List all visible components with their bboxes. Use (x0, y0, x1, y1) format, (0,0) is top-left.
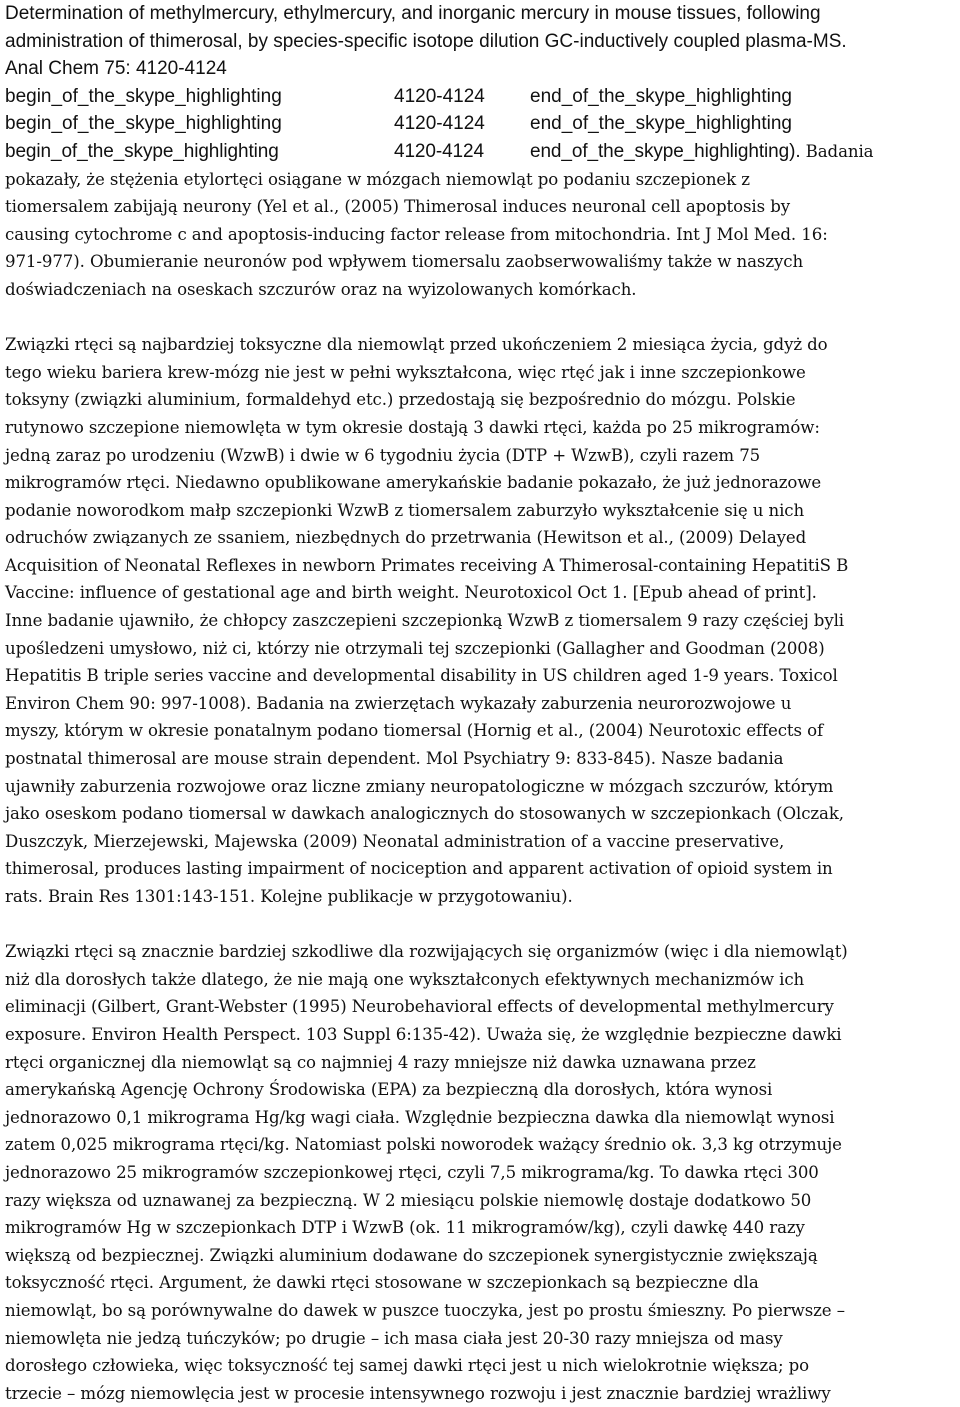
paragraph-line: causing cytochrome c and apoptosis-inducing factor release from mitochondria. Int J Mol Med. 16: (5, 224, 828, 244)
paragraph-line: odruchów związanych ze ssaniem, niezbędnych do przetrwania (Hewitson et al., (2009) Delayed (5, 528, 807, 548)
paragraph-line: Związki rtęci są najbardziej toksyczne dla niemowląt przed ukończeniem 2 miesiąca życia, gdyż do (5, 335, 828, 355)
paragraph-line: pokazały, że stężenia etylortęci osiągane w mózgach niemowląt po podaniu szczepionek z (5, 169, 750, 189)
paragraph-line: jako oseskom podano tiomersal w dawkach analogicznych do stosowanych w szczepionkach (Olczak, (5, 804, 844, 824)
skype-begin-marker: begin_of_the_skype_highlighting (5, 140, 279, 162)
skype-end-marker: end_of_the_skype_highlighting (530, 85, 792, 107)
paragraph-line: dorosłego człowieka, więc toksyczność tej samej dawki rtęci jest u nich wielokrotnie większa; po (5, 1356, 810, 1376)
skype-highlight-row (5, 83, 957, 111)
paragraph-line: podanie noworodkom małp szczepionki WzwB z tiomersalem zaburzyło wykształcenie się u nich (5, 500, 805, 520)
citation-line: administration of thimerosal, by species-specific isotope dilution GC-inductively coupled plasma-MS. (5, 30, 847, 52)
paragraph-line: rutynowo szczepione niemowlęta w tym okresie dostają 3 dawki rtęci, każda po 25 mikrogramów: (5, 417, 820, 437)
paragraph-line: niemowlęta nie jedzą tuńczyków; po drugie – ich masa ciała jest 20-30 razy mniejsza od masy (5, 1328, 783, 1348)
skype-end-marker: end_of_the_skype_highlighting (530, 113, 792, 135)
paragraph-line: mikrogramów Hg w szczepionkach DTP i WzwB (ok. 11 mikrogramów/kg), czyli dawkę 440 razy (5, 1218, 805, 1238)
paragraph-line: 971-977). Obumieranie neuronów pod wpływem tiomersalu zaobserwowaliśmy także w naszych (5, 252, 804, 272)
paragraph-line: rats. Brain Res 1301:143-151. Kolejne publikacje w przygotowaniu). (5, 887, 573, 906)
paragraph-line: jednorazowo 0,1 mikrograma Hg/kg wagi ciała. Względnie bezpieczna dawka dla niemowląt wynosi (5, 1107, 835, 1127)
page-range: 4120-4124 (394, 85, 485, 107)
paragraph-line: amerykańską Agencję Ochrony Środowiska (EPA) za bezpieczną dla dorosłych, która wynosi (5, 1080, 773, 1100)
paragraph-line: ujawniły zaburzenia rozwojowe oraz liczne zmiany neuropatologiczne w mózgach szczurów, którym (5, 776, 834, 796)
paragraph-line: jednorazowo 25 mikrogramów szczepionkowej rtęci, czyli 7,5 mikrograma/kg. To dawka rtęci 300 (5, 1162, 819, 1182)
paragraph-line: Vaccine: influence of gestational age and birth weight. Neurotoxicol Oct 1. [Epub ahead of print]. (5, 583, 817, 603)
paragraph-line: Acquisition of Neonatal Reflexes in newborn Primates receiving A Thimerosal-containing HepatitiS B (5, 555, 849, 575)
paragraph-line: Związki rtęci są znacznie bardziej szkodliwe dla rozwijających się organizmów (więc i dla niemowląt) (5, 942, 848, 962)
paragraph-line: zatem 0,025 mikrograma rtęci/kg. Natomiast polski noworodek ważący średnio ok. 3,3 kg otrzymuje (5, 1135, 842, 1155)
paragraph-line: doświadczeniach na oseskach szczurów oraz na wyizolowanych komórkach. (5, 279, 637, 299)
paragraph-spacer (5, 304, 957, 332)
paragraph-line: jedną zaraz po urodzeniu (WzwB) i dwie w 6 tygodniu życia (DTP + WzwB), czyli razem 75 (5, 445, 761, 465)
skype-end-marker: end_of_the_skype_highlighting). (530, 140, 801, 162)
skype-highlight-row (5, 110, 957, 138)
skype-begin-marker: begin_of_the_skype_highlighting (5, 113, 282, 135)
paragraph-line: niż dla dorosłych także dlatego, że nie mają one wykształconych efektywnych mechanizmów ich (5, 969, 805, 989)
paragraph-line: rtęci organicznej dla niemowląt są co najmniej 4 razy mniejsze niż dawka uznawana przez (5, 1052, 756, 1072)
page-range: 4120-4124 (394, 113, 485, 135)
paragraph-line: upośledzeni umysłowo, niż ci, którzy nie otrzymali tej szczepionki (Gallagher and Goodman (2008) (5, 638, 825, 658)
paragraph-continuation: Badania (800, 141, 874, 161)
paragraph-line: tego wieku bariera krew-mózg nie jest w pełni wykształcona, więc rtęć jak i inne szczepionkowe (5, 362, 806, 382)
paragraph-line: trzecie – mózg niemowlęcia jest w procesie intensywnego rozwoju i jest znacznie bardziej wrażliwy (5, 1383, 831, 1403)
paragraph-line: tiomersalem zabijają neurony (Yel et al., (2005) Thimerosal induces neuronal cell apoptosis by (5, 197, 791, 217)
paragraph-line: toksyny (związki aluminium, formaldehyd etc.) przedostają się bezpośrednio do mózgu. Polskie (5, 390, 796, 410)
paragraph-line: eliminacji (Gilbert, Grant-Webster (1995) Neurobehavioral effects of developmental methylmercury (5, 997, 834, 1017)
skype-begin-marker: begin_of_the_skype_highlighting (5, 85, 282, 107)
document-body (5, 0, 957, 1407)
paragraph-line: Environ Chem 90: 997-1008). Badania na zwierzętach wykazały zaburzenia neurorozwojowe u (5, 693, 792, 713)
page-range: 4120-4124 (394, 140, 484, 162)
paragraph-line: razy większa od uznawanej za bezpieczną. W 2 miesiącu polskie niemowlę dostaje dodatkowo 50 (5, 1190, 812, 1210)
paragraph-line: Duszczyk, Mierzejewski, Majewska (2009) Neonatal administration of a vaccine preservative, (5, 831, 785, 851)
paragraph-line: większą od bezpiecznej. Związki aluminium dodawane do szczepionek synergistycznie zwiększają (5, 1245, 818, 1265)
paragraph-line: postnatal thimerosal are mouse strain dependent. Mol Psychiatry 9: 833-845). Nasze badania (5, 749, 784, 769)
paragraph-line: Inne badanie ujawniło, że chłopcy zaszczepieni szczepionką WzwB z tiomersalem 9 razy częściej byli (5, 611, 845, 631)
paragraph-line: myszy, którym w okresie ponatalnym podano tiomersal (Hornig et al., (2004) Neurotoxic effects of (5, 721, 824, 741)
paragraph-spacer (5, 911, 957, 939)
paragraph-line: thimerosal, produces lasting impairment of nociception and apparent activation of opioid system in (5, 859, 833, 879)
paragraph-line: niemowląt, bo są porównywalne do dawek w puszce tuoczyka, jest po prostu śmieszny. Po pierwsze – (5, 1300, 845, 1320)
paragraph-line: mikrogramów rtęci. Niedawno opublikowane amerykańskie badanie pokazało, że już jednorazowe (5, 473, 822, 493)
citation-line: Determination of methylmercury, ethylmercury, and inorganic mercury in mouse tissues, following (5, 3, 821, 24)
citation-line: Anal Chem 75: 4120-4124 (5, 58, 227, 80)
skype-highlight-row (5, 138, 957, 166)
paragraph-line: Hepatitis B triple series vaccine and developmental disability in US children aged 1-9 years. Toxicol (5, 666, 838, 686)
paragraph-line: toksyczność rtęci. Argument, że dawki rtęci stosowane w szczepionkach są bezpieczne dla (5, 1273, 759, 1293)
paragraph-line: exposure. Environ Health Perspect. 103 Suppl 6:135-42). Uważa się, że względnie bezpieczne dawki (5, 1024, 842, 1044)
